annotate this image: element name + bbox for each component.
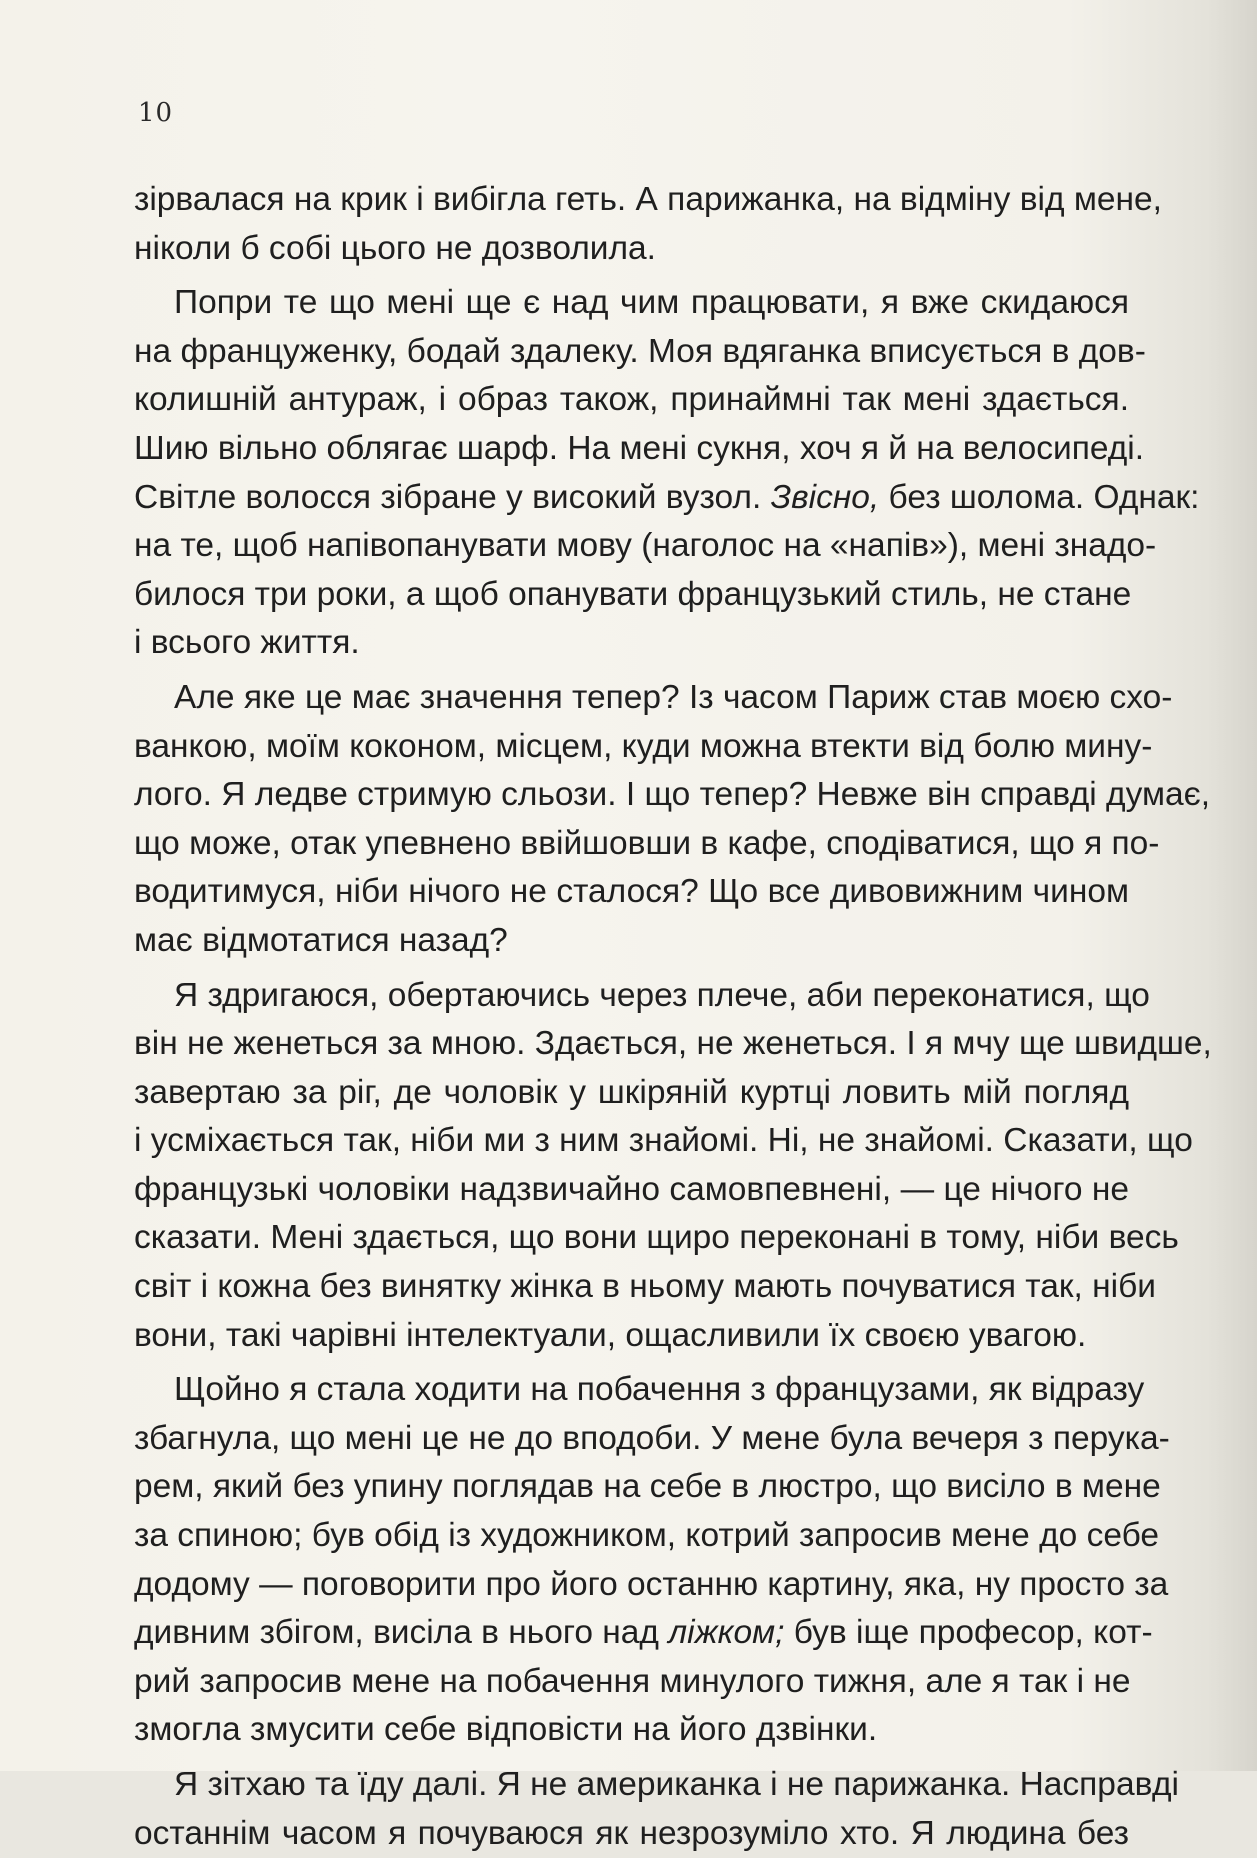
text-line: останнім часом я почуваюся як незрозуміло хто. Я людина без	[134, 1814, 1129, 1852]
italic-word: Звісно,	[770, 478, 880, 516]
text-line: рем, який без упину поглядав на себе в люстро, що висіло в мене	[134, 1468, 1161, 1506]
text-line: ванкою, моїм коконом, місцем, куди можна втекти від болю мину-	[134, 727, 1153, 765]
text-line: завертаю за ріг, де чоловік у шкіряній куртці ловить мій погляд	[134, 1073, 1129, 1111]
text-line	[134, 474, 1200, 523]
text-segment: дивним збігом, висіла в нього над	[134, 1614, 669, 1652]
text-line: Я зітхаю та їду далі. Я не американка і не парижанка. Насправді	[174, 1766, 1179, 1803]
text-line: додому — поговорити про його останню картину, яка, ну просто за	[134, 1565, 1169, 1603]
paragraph	[134, 279, 1200, 668]
text-line: Але яке це має значення тепер? Із часом Париж став моєю схо-	[174, 678, 1173, 716]
text-line: билося три роки, а щоб опанувати французький стиль, не стане	[134, 575, 1132, 613]
text-line: на француженку, бодай здалеку. Моя вдяганка вписується в дов-	[134, 332, 1146, 370]
text-line: змогла змусити себе відповісти на його дзвінки.	[134, 1711, 878, 1749]
text-line: і усміхається так, ніби ми з ним знайомі. Ні, не знайомі. Сказати, що	[134, 1122, 1193, 1160]
text-line: лого. Я ледве стримую сльози. І що тепер? Невже він справді думає,	[134, 776, 1211, 814]
text-line: Попри те що мені ще є над чим працювати, я вже скидаюся	[174, 284, 1129, 322]
paragraph	[134, 1366, 1170, 1755]
paragraph	[134, 674, 1211, 966]
text-line: Шию вільно облягає шарф. На мені сукня, хоч я й на велосипеді.	[134, 429, 1145, 467]
text-line: Я здригаюся, обертаючись через плече, аби переконатися, що	[174, 976, 1150, 1014]
text-line: водитимуся, ніби нічого не сталося? Що все дивовижним чином	[134, 873, 1129, 911]
text-line: зірвалася на крик і вибігла геть. А парижанка, на відміну від мене,	[134, 181, 1162, 218]
paragraph	[134, 176, 1162, 273]
text-line: вони, такі чарівні інтелектуали, ощасливили їх своєю увагою.	[134, 1316, 1087, 1354]
text-line: за спиною; був обід із художником, котрий запросив мене до себе	[134, 1517, 1160, 1555]
body-text	[134, 176, 1212, 1858]
italic-word: ліжком;	[668, 1614, 785, 1652]
text-line: що може, отак упевнено ввійшовши в кафе, сподіватися, що я по-	[134, 824, 1160, 862]
text-segment: Світле волосся зібране у високий вузол.	[134, 478, 771, 516]
text-line: колишній антураж, і образ також, принаймні так мені здається.	[134, 381, 1129, 419]
text-line: рий запросив мене на побачення минулого тижня, але я так і не	[134, 1662, 1131, 1700]
text-line: він не женеться за мною. Здається, не женеться. І я мчу ще швидше,	[134, 1025, 1212, 1063]
text-line: Щойно я стала ходити на побачення з французами, як відразу	[174, 1371, 1145, 1409]
text-line: ніколи б собі цього не дозволила.	[134, 229, 656, 267]
page-number: 10	[138, 98, 174, 128]
paragraph	[134, 1761, 1179, 1858]
text-line: сказати. Мені здається, що вони щиро переконані в тому, ніби весь	[134, 1219, 1179, 1257]
text-line: світ і кожна без винятку жінка в ньому мають почуватися так, ніби	[134, 1268, 1156, 1306]
text-line: і всього життя.	[134, 624, 360, 662]
text-line: має відмотатися назад?	[134, 921, 508, 959]
text-line	[134, 1609, 1153, 1658]
text-line: на те, щоб напівопанувати мову (наголос на «напів»), мені знадо-	[134, 527, 1157, 565]
text-segment: був іще професор, кот-	[784, 1614, 1153, 1652]
text-line: французькі чоловіки надзвичайно самовпевнені, — це нічого не	[134, 1170, 1129, 1208]
text-line: збагнула, що мені це не до вподоби. У мене була вечеря з перука-	[134, 1419, 1170, 1457]
paragraph	[134, 972, 1212, 1361]
text-segment: без шолома. Однак:	[879, 478, 1200, 516]
